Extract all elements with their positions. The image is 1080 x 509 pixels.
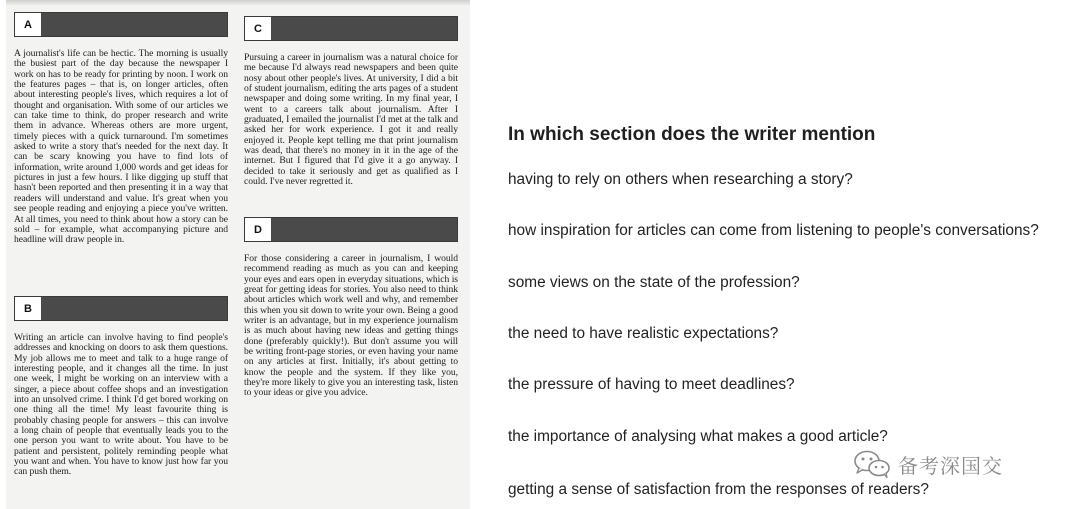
section-d-header — [244, 217, 458, 242]
section-a-header-bar — [41, 13, 227, 36]
question-item: the pressure of having to meet deadlines? — [508, 376, 795, 393]
section-b-header — [14, 296, 228, 321]
section-a-header — [14, 12, 228, 37]
section-b-header-bar — [41, 297, 227, 320]
section-d-letter: D — [245, 218, 271, 241]
question-item: having to rely on others when researching a story? — [508, 171, 853, 188]
question-item: getting a sense of satisfaction from the responses of readers? — [508, 481, 929, 498]
section-c-letter: C — [245, 17, 271, 40]
section-d-header-bar — [271, 218, 457, 241]
section-d — [244, 217, 458, 399]
scan-top-edge — [6, 0, 470, 6]
section-a-letter: A — [15, 13, 41, 36]
section-a — [14, 12, 228, 246]
question-item: some views on the state of the profession? — [508, 274, 800, 291]
section-b-text: Writing an article can involve having to find people's addresses and knocking on doors to ask them questions. My job allows me to meet and talk to a huge range of interesting people, and it changes all the time. In just one week, I might be working on an interview with a singer, a piece about coffee shops and an investigation into an unsolved crime. I think I'd get bored working on one thing all the time! My least favourite thing is probably chasing people for answers – this can involve a long chain of people that eventually leads you to the one person you want to write about. You have to be patient and persistent, politely reminding people what you want and when. You have to know just how far you can push them. — [14, 332, 228, 478]
questions-panel — [508, 0, 1080, 509]
section-b — [14, 296, 228, 478]
question-item: how inspiration for articles can come from listening to people's conversations? — [508, 222, 1039, 239]
wechat-icon — [852, 449, 892, 479]
section-c — [244, 16, 458, 187]
scanned-text-page — [6, 0, 470, 509]
section-d-text: For those considering a career in journalism, I would recommend reading as much as you can and keeping your eyes and ears open in everyday situations, which is great for getting ideas for stories. You also need to think about articles which work well and why, and remember this when you sit down to write your own. Being a good writer is an advantage, but in my experience journalism is as much about having new ideas and getting things done (preferably quickly!). But don't assume you will be writing front-page stories, or even having your name on any articles at first. Initially, it's about getting to know the people and the system. If they like you, they're more likely to give you an interesting task, listen to your ideas or give you advice. — [244, 253, 458, 399]
section-b-letter: B — [15, 297, 41, 320]
watermark — [852, 449, 1003, 479]
section-c-header-bar — [271, 17, 457, 40]
question-item: the need to have realistic expectations? — [508, 325, 779, 342]
section-c-header — [244, 16, 458, 41]
section-a-text: A journalist's life can be hectic. The morning is usually the busiest part of the day because the newspaper I work on has to be ready for printing by noon. I work on the features pages – that is, on longer articles, often about interesting people's lives, which requires a lot of thought and organisation. With some of our articles we can take time to think, do proper research and write them in advance. Whereas others are more urgent, timely pieces with a quick turnaround. I'm sometimes asked to write a story that's needed for the next day. It can be scary knowing you have to find lots of information, write around 1,000 words and get ideas for pictures in just a few hours. I like digging up stuff that hasn't been reported and then presenting it in a way that readers will understand and value. It's great when you see people reading and enjoying a piece you've written. At all times, you need to think about how a story can be sold – for example, what accompanying picture and headline will draw people in. — [14, 48, 228, 246]
section-c-text: Pursuing a career in journalism was a natural choice for me because I'd always read newspapers and been quite nosy about other people's lives. At university, I did a bit of student journalism, editing the arts pages of a student newspaper and doing some writing. In my final year, I went to a careers talk about journalism. After I graduated, I emailed the journalist I'd met at the talk and asked her for work experience. I got it and really enjoyed it. People kept telling me that print journalism was dead, that there's no money in it in the age of the internet. But I figured that I'd give it a go anyway. I decided to take it seriously and get as qualified as I could. I've never regretted it. — [244, 52, 458, 188]
questions-heading: In which section does the writer mention — [508, 124, 876, 145]
watermark-text: 备考深国交 — [898, 453, 1003, 478]
question-item: the importance of analysing what makes a good article? — [508, 428, 888, 445]
